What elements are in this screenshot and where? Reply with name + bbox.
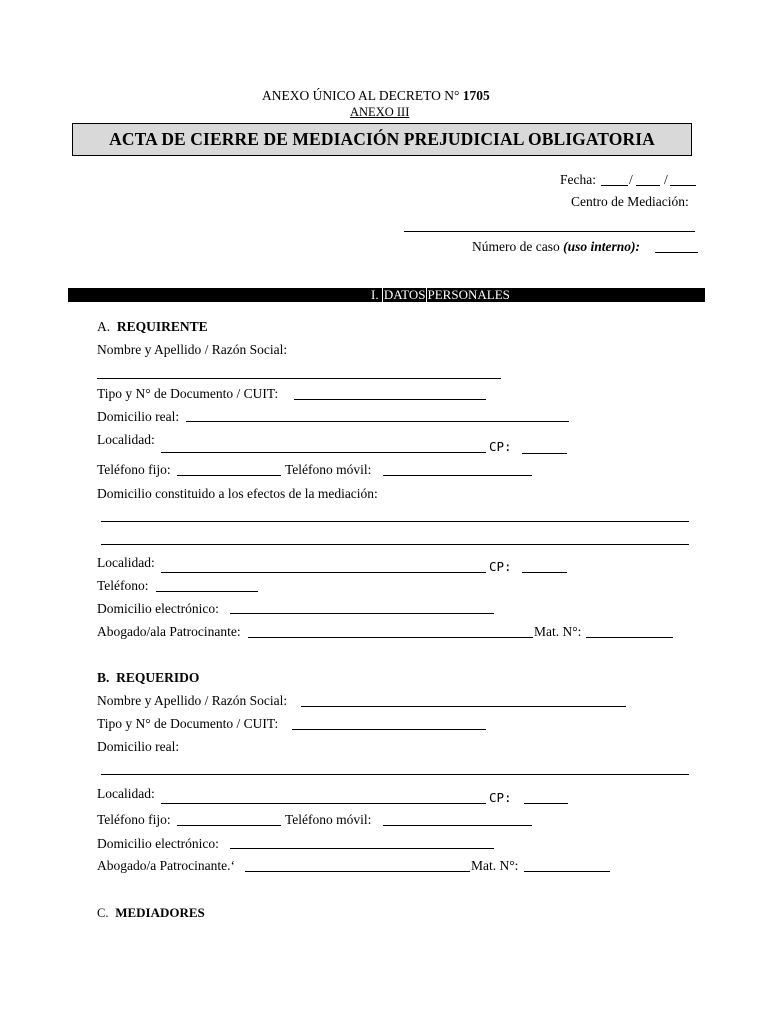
requerido-tel-fijo-field[interactable] xyxy=(177,825,281,826)
fecha-sep-1: / xyxy=(629,172,633,187)
requirente-domicilio-electronico-label: Domicilio electrónico: xyxy=(97,601,219,616)
caso-field[interactable] xyxy=(655,252,698,253)
requerido-localidad-field[interactable] xyxy=(161,803,486,804)
fecha-sep-2: / xyxy=(664,172,668,187)
requirente-cp2-field[interactable] xyxy=(522,572,567,573)
requirente-localidad-field[interactable] xyxy=(161,452,486,453)
requerido-cp-field[interactable] xyxy=(524,803,568,804)
fecha-year-field[interactable] xyxy=(670,185,696,186)
requirente-tel-fijo-field[interactable] xyxy=(177,475,281,476)
requerido-cp-label: CP: xyxy=(489,790,512,805)
requerido-nombre-label: Nombre y Apellido / Razón Social: xyxy=(97,693,288,708)
requirente-heading xyxy=(97,319,208,335)
requerido-domicilio-electronico-field[interactable] xyxy=(230,848,494,849)
fecha-label: Fecha: xyxy=(560,172,596,187)
requerido-localidad-label: Localidad: xyxy=(97,786,155,801)
requerido-abogado-field[interactable] xyxy=(245,871,470,872)
requerido-mat-field[interactable] xyxy=(524,871,610,872)
section-word-1: DATOS xyxy=(383,287,426,302)
annex-line-prefix: ANEXO ÚNICO AL DECRETO N° xyxy=(262,88,460,103)
section-datos-personales xyxy=(68,288,705,302)
requirente-tel-fijo-label: Teléfono fijo: xyxy=(97,462,171,477)
requirente-domicilio-real-label: Domicilio real: xyxy=(97,409,180,424)
requirente-cp2-label: CP: xyxy=(489,559,512,574)
requirente-domicilio-constituido-label: Domicilio constituido a los efectos de la mediación: xyxy=(97,486,378,501)
mediadores-heading xyxy=(97,905,205,921)
requirente-cp-label: CP: xyxy=(489,439,512,454)
requerido-nombre-field[interactable] xyxy=(301,706,626,707)
requirente-domicilio-constituido-field-1[interactable] xyxy=(101,521,689,522)
requirente-telefono-field[interactable] xyxy=(156,591,258,592)
requirente-abogado-field[interactable] xyxy=(248,637,533,638)
requirente-tipo-doc-field[interactable] xyxy=(294,399,486,400)
requirente-telefono-label: Teléfono: xyxy=(97,578,149,593)
requirente-abogado-label: Abogado/ala Patrocinante: xyxy=(97,624,241,639)
requerido-abogado-label: Abogado/a Patrocinante.‘ xyxy=(97,858,235,873)
mediadores-title: MEDIADORES xyxy=(115,905,205,920)
centro-label: Centro de Mediación: xyxy=(571,194,689,209)
document-title-box xyxy=(72,123,692,156)
requirente-domicilio-real-field[interactable] xyxy=(186,421,569,422)
requerido-tipo-doc-field[interactable] xyxy=(292,729,486,730)
requerido-tipo-doc-label: Tipo y N° de Documento / CUIT: xyxy=(97,716,279,731)
requirente-domicilio-electronico-field[interactable] xyxy=(230,613,494,614)
annex-sub: ANEXO III xyxy=(350,105,410,119)
requirente-localidad2-field[interactable] xyxy=(161,572,486,573)
requerido-domicilio-real-field[interactable] xyxy=(101,774,689,775)
fecha-month-field[interactable] xyxy=(636,185,660,186)
requirente-nombre-label: Nombre y Apellido / Razón Social: xyxy=(97,342,288,357)
requerido-title: REQUERIDO xyxy=(116,670,200,685)
requerido-heading xyxy=(97,670,199,686)
requerido-tel-fijo-label: Teléfono fijo: xyxy=(97,812,171,827)
annex-line xyxy=(262,88,490,104)
caso-label-text: Número de caso xyxy=(472,239,560,254)
requirente-title: REQUIRENTE xyxy=(116,319,208,334)
fecha-day-field[interactable] xyxy=(601,185,628,186)
requerido-letter: B. xyxy=(97,670,110,685)
requirente-tel-movil-label: Teléfono móvil: xyxy=(285,462,372,477)
requirente-localidad2-label: Localidad: xyxy=(97,555,155,570)
centro-field[interactable] xyxy=(404,231,695,232)
caso-note: (uso interno): xyxy=(563,239,640,254)
requirente-mat-label: Mat. N°: xyxy=(534,624,582,639)
requirente-cp-field[interactable] xyxy=(522,453,567,454)
requirente-letter: A. xyxy=(97,319,111,334)
document-title: ACTA DE CIERRE DE MEDIACIÓN PREJUDICIAL OBLIGATORIA xyxy=(109,129,655,149)
requerido-tel-movil-label: Teléfono móvil: xyxy=(285,812,372,827)
requerido-tel-movil-field[interactable] xyxy=(383,825,532,826)
requerido-domicilio-electronico-label: Domicilio electrónico: xyxy=(97,836,219,851)
section-word-2: PERSONALES xyxy=(427,287,510,302)
requirente-nombre-field[interactable] xyxy=(97,378,501,379)
requirente-domicilio-constituido-field-2[interactable] xyxy=(101,544,689,545)
requirente-mat-field[interactable] xyxy=(586,637,673,638)
requerido-mat-label: Mat. N°: xyxy=(471,858,519,873)
requirente-tel-movil-field[interactable] xyxy=(383,475,532,476)
mediadores-letter: C. xyxy=(97,906,109,920)
caso-label xyxy=(472,239,640,255)
section-prefix: I. xyxy=(371,287,379,302)
requirente-tipo-doc-label: Tipo y N° de Documento / CUIT: xyxy=(97,386,279,401)
requerido-domicilio-real-label: Domicilio real: xyxy=(97,739,180,754)
decree-number: 1705 xyxy=(462,88,490,103)
requirente-localidad-label: Localidad: xyxy=(97,432,155,447)
